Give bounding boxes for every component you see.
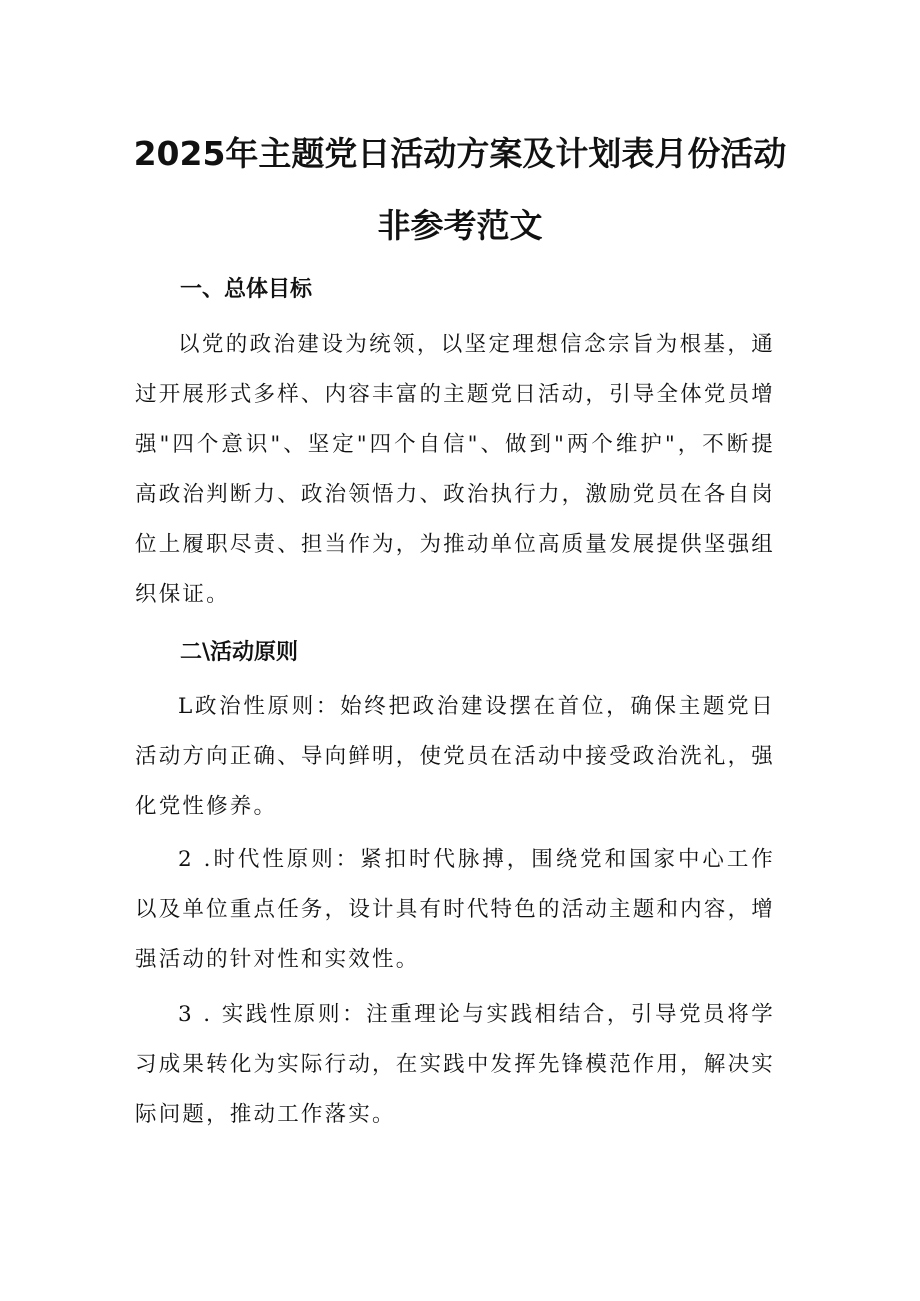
- document-title-line-1: 2025年主题党日活动方案及计划表月份活动: [133, 134, 787, 173]
- document-title-line-2: 非参考范文: [377, 206, 543, 245]
- paragraph-principle-practice: 3 . 实践性原则：注重理论与实践相结合，引导党员将学习成果转化为实际行动，在实践中发挥先锋模范作用，解决实际问题，推动工作落实。: [135, 1002, 775, 1127]
- paragraph-principle-political: L政治性原则：始终把政治建设摆在首位，确保主题党日活动方向正确、导向鲜明，使党员在活动中接受政治洗礼，强化党性修养。: [135, 694, 775, 819]
- section-heading-activity-principles: 二\活动原则: [180, 640, 299, 665]
- paragraph-principle-timeliness: 2 .时代性原则：紧扣时代脉搏，围绕党和国家中心工作以及单位重点任务，设计具有时代特色的活动主题和内容，增强活动的针对性和实效性。: [135, 847, 775, 972]
- section-heading-overall-goal: 一、总体目标: [180, 277, 313, 302]
- paragraph-overall-goal: 以党的政治建设为统领，以坚定理想信念宗旨为根基，通过开展形式多样、内容丰富的主题党日活动，引导全体党员增强"四个意识"、坚定"四个自信"、做到"两个维护"，不断提高政治判断力、政治领悟力、政治执行力，激励党员在各自岗位上履职尽责、担当作为，为推动单位高质量发展提供坚强组织保证。: [135, 332, 775, 607]
